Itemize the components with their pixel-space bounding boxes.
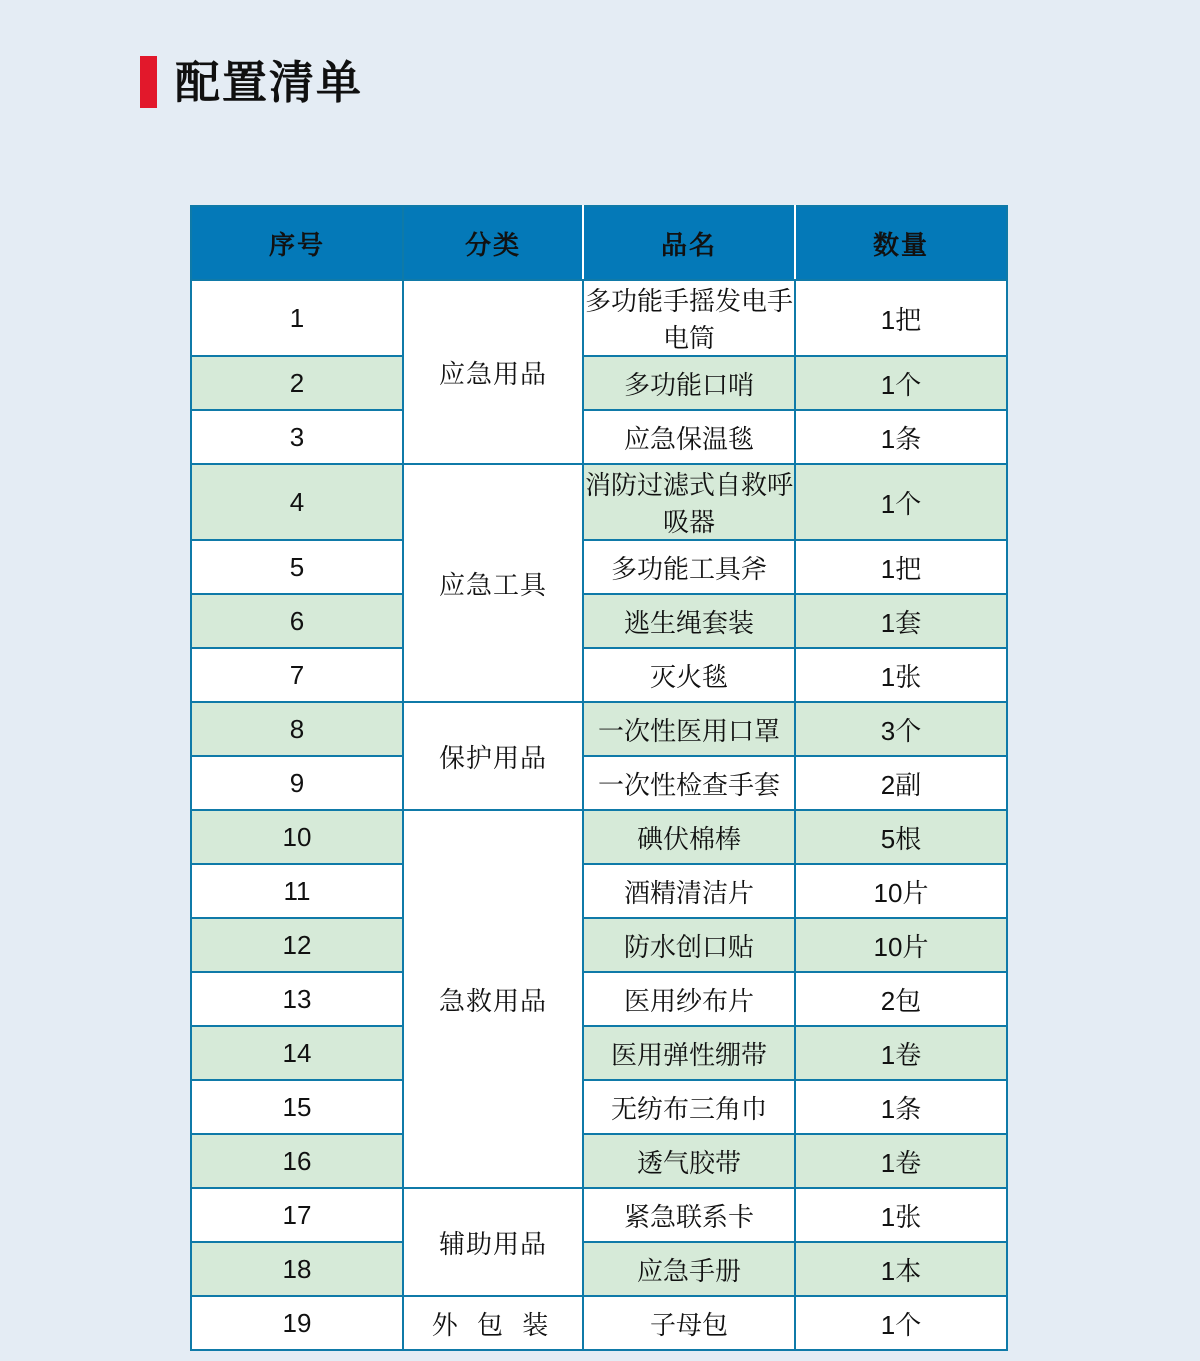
cell-quantity: 1卷 [795, 1134, 1007, 1188]
cell-item-name: 透气胶带 [583, 1134, 795, 1188]
cell-quantity: 1个 [795, 1296, 1007, 1350]
cell-category: 急救用品 [403, 810, 583, 1188]
cell-no: 2 [191, 356, 403, 410]
column-header-name: 品名 [583, 206, 795, 280]
cell-quantity: 3个 [795, 702, 1007, 756]
cell-quantity: 1卷 [795, 1026, 1007, 1080]
cell-quantity: 10片 [795, 864, 1007, 918]
cell-item-name: 应急手册 [583, 1242, 795, 1296]
table-row [191, 280, 1007, 356]
cell-no: 13 [191, 972, 403, 1026]
cell-no: 17 [191, 1188, 403, 1242]
cell-quantity: 1套 [795, 594, 1007, 648]
table-header [191, 206, 1007, 280]
cell-category: 外 包 装 [403, 1296, 583, 1350]
table-row [191, 594, 1007, 648]
cell-item-name: 多功能工具斧 [583, 540, 795, 594]
cell-quantity: 1条 [795, 1080, 1007, 1134]
cell-no: 3 [191, 410, 403, 464]
cell-quantity: 2包 [795, 972, 1007, 1026]
table-row [191, 702, 1007, 756]
table-row [191, 1296, 1007, 1350]
configuration-list-table [190, 205, 1008, 1351]
cell-no: 6 [191, 594, 403, 648]
cell-no: 18 [191, 1242, 403, 1296]
table-row [191, 1242, 1007, 1296]
table-row [191, 464, 1007, 540]
column-header-no: 序号 [191, 206, 403, 280]
cell-quantity: 10片 [795, 918, 1007, 972]
cell-quantity: 1本 [795, 1242, 1007, 1296]
table-row [191, 1134, 1007, 1188]
cell-quantity: 1把 [795, 280, 1007, 356]
cell-item-name: 防水创口贴 [583, 918, 795, 972]
column-header-qty: 数量 [795, 206, 1007, 280]
cell-no: 7 [191, 648, 403, 702]
table-row [191, 1026, 1007, 1080]
title-accent-bar [140, 56, 157, 108]
cell-quantity: 1个 [795, 356, 1007, 410]
cell-no: 15 [191, 1080, 403, 1134]
cell-item-name: 子母包 [583, 1296, 795, 1350]
table-body [191, 280, 1007, 1350]
cell-category: 应急工具 [403, 464, 583, 702]
table-row [191, 972, 1007, 1026]
cell-no: 4 [191, 464, 403, 540]
cell-no: 1 [191, 280, 403, 356]
cell-no: 8 [191, 702, 403, 756]
cell-no: 9 [191, 756, 403, 810]
cell-no: 12 [191, 918, 403, 972]
cell-item-name: 无纺布三角巾 [583, 1080, 795, 1134]
cell-item-name: 灭火毯 [583, 648, 795, 702]
cell-quantity: 1把 [795, 540, 1007, 594]
cell-no: 16 [191, 1134, 403, 1188]
cell-item-name: 酒精清洁片 [583, 864, 795, 918]
cell-quantity: 1个 [795, 464, 1007, 540]
table-row [191, 918, 1007, 972]
table-row [191, 410, 1007, 464]
table-row [191, 756, 1007, 810]
table-header-row [191, 206, 1007, 280]
cell-no: 10 [191, 810, 403, 864]
cell-quantity: 5根 [795, 810, 1007, 864]
cell-item-name: 消防过滤式自救呼吸器 [583, 464, 795, 540]
cell-category: 保护用品 [403, 702, 583, 810]
cell-item-name: 医用纱布片 [583, 972, 795, 1026]
cell-category: 辅助用品 [403, 1188, 583, 1296]
column-header-category: 分类 [403, 206, 583, 280]
table-row [191, 1188, 1007, 1242]
table-row [191, 356, 1007, 410]
cell-item-name: 医用弹性绷带 [583, 1026, 795, 1080]
cell-no: 11 [191, 864, 403, 918]
cell-quantity: 2副 [795, 756, 1007, 810]
table-row [191, 864, 1007, 918]
cell-no: 14 [191, 1026, 403, 1080]
cell-item-name: 碘伏棉棒 [583, 810, 795, 864]
cell-item-name: 多功能口哨 [583, 356, 795, 410]
page-title-text: 配置清单 [175, 56, 364, 108]
table-row [191, 810, 1007, 864]
cell-quantity: 1条 [795, 410, 1007, 464]
cell-quantity: 1张 [795, 1188, 1007, 1242]
table-row [191, 1080, 1007, 1134]
page-title [140, 56, 363, 108]
table-row [191, 648, 1007, 702]
cell-item-name: 多功能手摇发电手电筒 [583, 280, 795, 356]
table-row [191, 540, 1007, 594]
cell-item-name: 应急保温毯 [583, 410, 795, 464]
cell-no: 5 [191, 540, 403, 594]
cell-category: 应急用品 [403, 280, 583, 464]
cell-no: 19 [191, 1296, 403, 1350]
cell-quantity: 1张 [795, 648, 1007, 702]
cell-item-name: 一次性医用口罩 [583, 702, 795, 756]
cell-item-name: 逃生绳套装 [583, 594, 795, 648]
cell-item-name: 一次性检查手套 [583, 756, 795, 810]
cell-item-name: 紧急联系卡 [583, 1188, 795, 1242]
